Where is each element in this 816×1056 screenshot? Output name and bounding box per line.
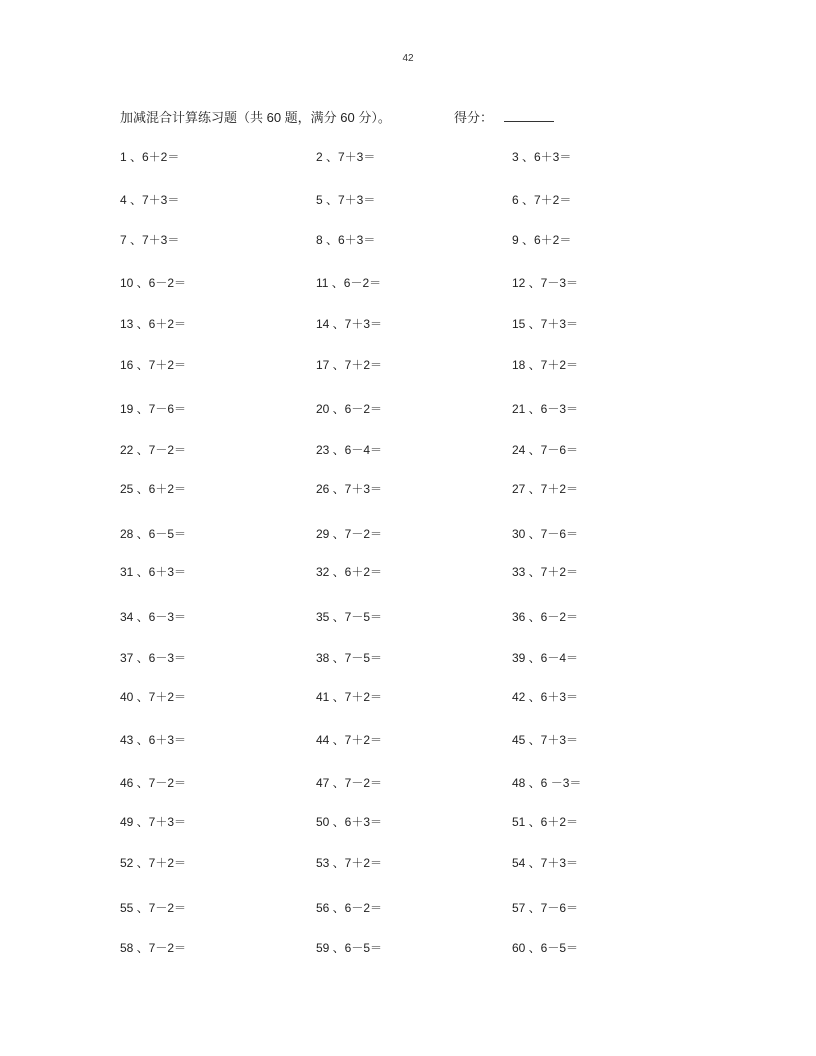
problem-1: 1 、6＋2＝ [120,150,180,164]
score-label: 得分： [454,110,494,125]
problem-34: 34 、6－3＝ [120,610,187,624]
problem-5: 5 、7＋3＝ [316,193,376,207]
problem-28: 28 、6－5＝ [120,527,187,541]
problem-51: 51 、6＋2＝ [512,815,579,829]
problem-25: 25 、6＋2＝ [120,482,187,496]
problem-37: 37 、6－3＝ [120,651,187,665]
problem-19: 19 、7－6＝ [120,402,187,416]
problem-14: 14 、7＋3＝ [316,317,383,331]
problem-7: 7 、7＋3＝ [120,233,180,247]
problem-38: 38 、7－5＝ [316,651,383,665]
problem-27: 27 、7＋2＝ [512,482,579,496]
problem-8: 8 、6＋3＝ [316,233,376,247]
problem-46: 46 、7－2＝ [120,776,187,790]
problem-55: 55 、7－2＝ [120,901,187,915]
problem-17: 17 、7＋2＝ [316,358,383,372]
problem-50: 50 、6＋3＝ [316,815,383,829]
problem-36: 36 、6－2＝ [512,610,579,624]
problem-26: 26 、7＋3＝ [316,482,383,496]
problem-23: 23 、6－4＝ [316,443,383,457]
problem-58: 58 、7－2＝ [120,941,187,955]
problem-49: 49 、7＋3＝ [120,815,187,829]
problem-52: 52 、7＋2＝ [120,856,187,870]
problem-30: 30 、7－6＝ [512,527,579,541]
problem-44: 44 、7＋2＝ [316,733,383,747]
problem-59: 59 、6－5＝ [316,941,383,955]
problem-32: 32 、6＋2＝ [316,565,383,579]
problem-33: 33 、7＋2＝ [512,565,579,579]
problem-57: 57 、7－6＝ [512,901,579,915]
problem-60: 60 、6－5＝ [512,941,579,955]
problem-2: 2 、7＋3＝ [316,150,376,164]
problem-15: 15 、7＋3＝ [512,317,579,331]
problem-3: 3 、6＋3＝ [512,150,572,164]
problem-29: 29 、7－2＝ [316,527,383,541]
problem-56: 56 、6－2＝ [316,901,383,915]
problem-42: 42 、6＋3＝ [512,690,579,704]
problem-16: 16 、7＋2＝ [120,358,187,372]
problem-39: 39 、6－4＝ [512,651,579,665]
problem-40: 40 、7＋2＝ [120,690,187,704]
problem-53: 53 、7＋2＝ [316,856,383,870]
problem-35: 35 、7－5＝ [316,610,383,624]
problem-21: 21 、6－3＝ [512,402,579,416]
problem-20: 20 、6－2＝ [316,402,383,416]
problem-6: 6 、7＋2＝ [512,193,572,207]
problem-18: 18 、7＋2＝ [512,358,579,372]
problem-11: 11 、6－2＝ [316,276,382,290]
problem-43: 43 、6＋3＝ [120,733,187,747]
problem-10: 10 、6－2＝ [120,276,187,290]
problem-9: 9 、6＋2＝ [512,233,572,247]
problem-48: 48 、6 －3＝ [512,776,582,790]
problem-13: 13 、6＋2＝ [120,317,187,331]
problem-4: 4 、7＋3＝ [120,193,180,207]
problem-47: 47 、7－2＝ [316,776,383,790]
problem-41: 41 、7＋2＝ [316,690,383,704]
problem-54: 54 、7＋3＝ [512,856,579,870]
problem-31: 31 、6＋3＝ [120,565,187,579]
problem-22: 22 、7－2＝ [120,443,187,457]
problem-45: 45 、7＋3＝ [512,733,579,747]
problem-12: 12 、7－3＝ [512,276,579,290]
problem-24: 24 、7－6＝ [512,443,579,457]
page-number: 42 [402,53,414,64]
worksheet-title: 加减混合计算练习题（共 60 题，满分 60 分）。 [120,110,391,125]
